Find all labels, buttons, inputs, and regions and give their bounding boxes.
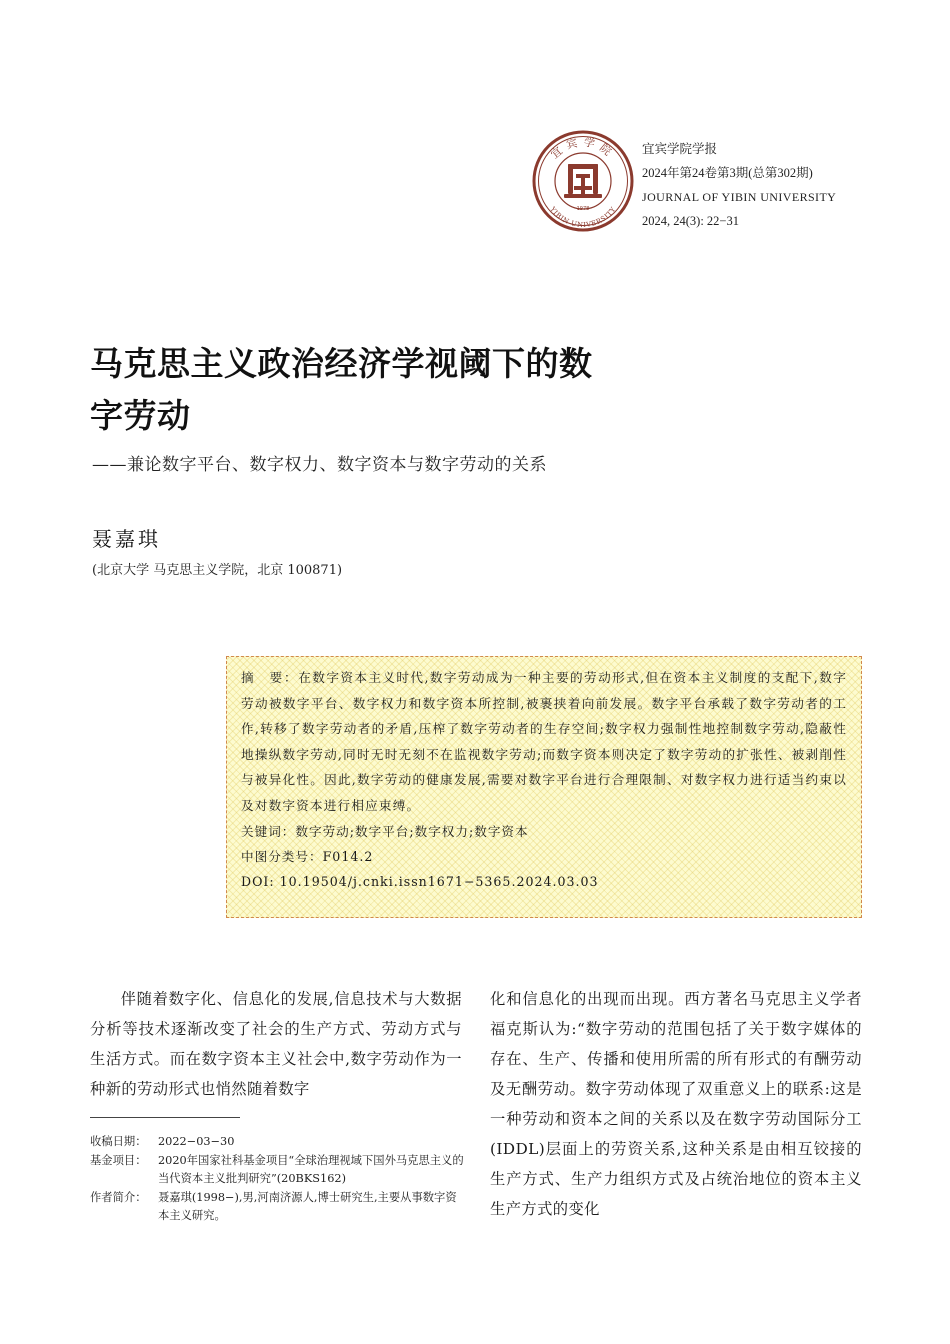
article-title [90,338,650,442]
journal-issue: 2024年第24卷第3期(总第302期) [642,166,813,180]
title-line-2: 字劳动 [90,396,191,435]
abstract-box [226,656,862,918]
clc-number [241,844,847,869]
logo-year: 1978 [576,206,590,212]
footnote-funding: 基金项目： 2020年国家社科基金项目“全球治理视域下国外马克思主义的当代资本主义批判研究”(20BKS162) [90,1153,464,1185]
logo-bottom-text: YIBIN UNIVERSITY [548,205,618,230]
clc-value: F014.2 [322,848,374,864]
doi [241,869,847,894]
logo-arc-text: 宜宾学院 [548,135,618,162]
abstract-label: 摘 要： [241,670,299,685]
article-subtitle: ——兼论数字平台、数字权力、数字资本与数字劳动的关系 [92,455,547,475]
body-column-left [90,984,462,1104]
author-name: 聂嘉琪 [92,527,161,551]
keywords [241,819,847,844]
doi-label: DOI: [241,873,280,889]
footnote-divider [90,1117,240,1118]
journal-name-cn: 宜宾学院学报 [642,142,718,156]
footnote-author-bio: 作者简介： 聂嘉琪(1998−),男,河南济源人,博士研究生,主要从事数字资本主义研究。 [90,1190,457,1222]
doi-value[interactable]: 10.19504/j.cnki.issn1671−5365.2024.03.03 [279,873,599,889]
body-column-right [490,984,862,1224]
body-paragraph-1: 伴随着数字化、信息化的发展,信息技术与大数据分析等技术逐渐改变了社会的生产方式、劳动方式与生活方式。而在数字资本主义社会中,数字劳动作为一种新的劳动形式也悄然随着数字 [90,990,462,1098]
journal-name-en: JOURNAL OF YIBIN UNIVERSITY [642,190,837,204]
body-paragraph-2: 化和信息化的出现而出现。西方著名马克思主义学者福克斯认为:“数字劳动的范围包括了关于数字媒体的存在、生产、传播和使用所需的所有形式的有酬劳动及无酬劳动。数字劳动体现了双重意义上的联系:这是一种劳动和资本之间的关系以及在数字劳动国际分工(IDDL)层面上的劳资关系,这种关系是由相互铰接的生产方式、生产力组织方式及占统治地位的资本主义生产方式的变化 [490,990,862,1218]
journal-logo [532,130,634,232]
abstract-text: 在数字资本主义时代,数字劳动成为一种主要的劳动形式,但在资本主义制度的支配下,数字劳动被数字平台、数字权力和数字资本所控制,被裹挟着向前发展。数字平台承载了数字劳动者的工作,转移了数字劳动者的矛盾,压榨了数字劳动者的生存空间;数字权力强制性地控制数字劳动,隐蔽性地操纵数字劳动,同时无时无刻不在监视数字劳动;而数字资本则决定了数字劳动的扩张性、被剥削性与被异化性。因此,数字劳动的健康发展,需要对数字平台进行合理限制、对数字权力进行适当约束以及对数字资本进行相应束缚。 [241,670,848,813]
keywords-label: 关键词： [241,823,296,839]
footnotes [90,1133,465,1226]
title-line-1: 马克思主义政治经济学视阈下的数 [90,344,593,383]
journal-info [642,137,836,233]
footnote-received: 收稿日期： 2022−03−30 [90,1135,235,1148]
journal-citation: 2024, 24(3): 22−31 [642,214,739,228]
author-affiliation: (北京大学 马克思主义学院，北京 100871) [92,563,343,578]
keywords-text: 数字劳动;数字平台;数字权力;数字资本 [295,823,529,839]
clc-label: 中图分类号： [241,848,323,864]
abstract [241,665,847,819]
